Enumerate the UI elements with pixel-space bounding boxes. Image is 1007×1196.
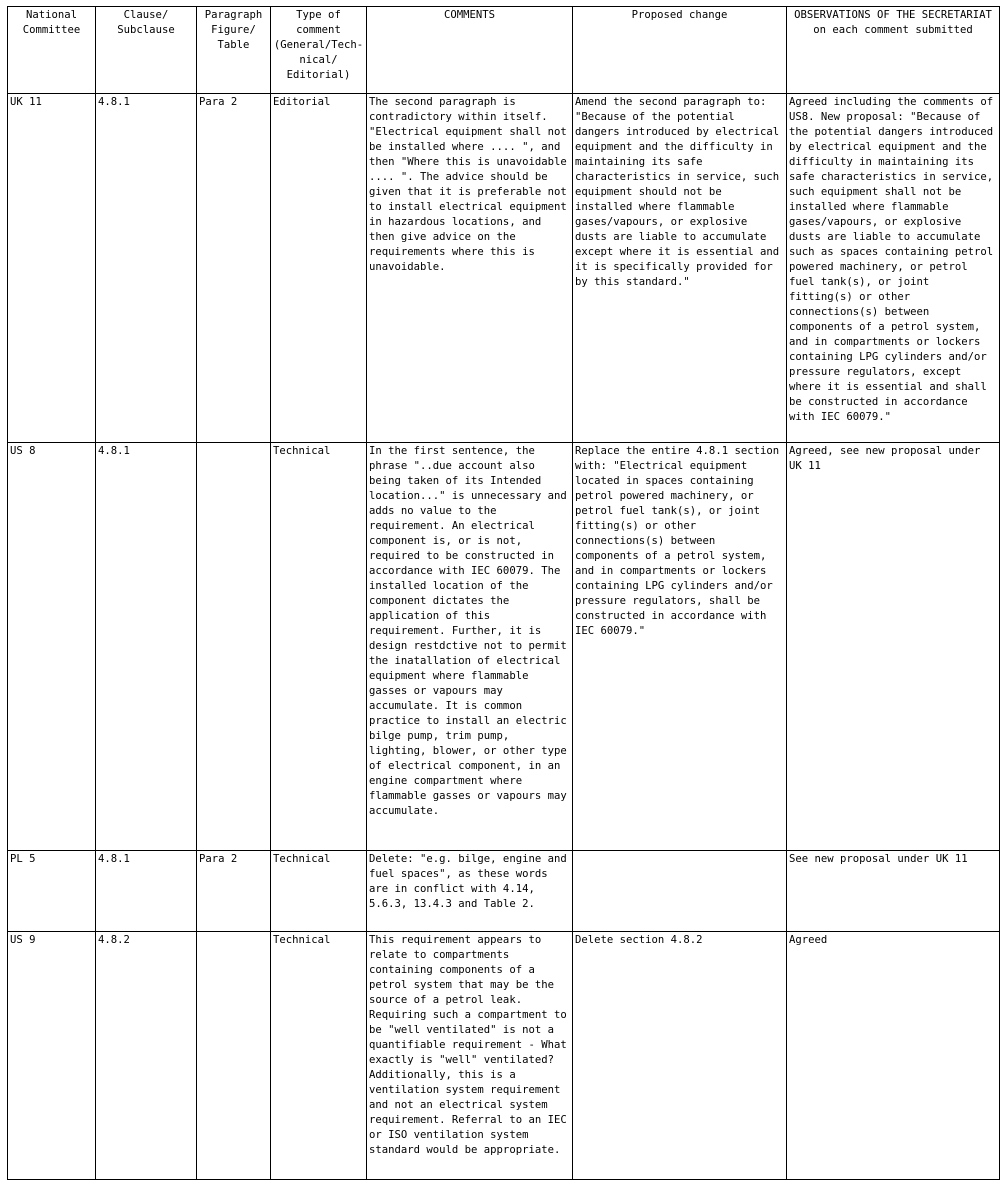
cell-national-committee: US 9 [8,932,96,1180]
cell-proposed-change [573,851,787,932]
header-paragraph: Paragraph Figure/ Table [197,7,271,94]
cell-proposed-change: Amend the second paragraph to: "Because of the potential dangers introduced by electrical equipment and the difficulty in maintaining its safe characteristics in service, such equipment should not be installed where flammable gases/vapours, or explosive dusts are liable to accumulate except where it is essential and it is specifically provided for by this standard." [573,94,787,443]
cell-observation: Agreed [787,932,1000,1180]
cell-clause: 4.8.1 [96,443,197,851]
cell-national-committee: PL 5 [8,851,96,932]
header-proposed-change: Proposed change [573,7,787,94]
cell-comment: Delete: "e.g. bilge, engine and fuel spaces", as these words are in conflict with 4.14, 5.6.3, 13.4.3 and Table 2. [367,851,573,932]
table-header-row [8,7,1000,94]
cell-type: Editorial [271,94,367,443]
cell-national-committee: US 8 [8,443,96,851]
header-comments: COMMENTS [367,7,573,94]
cell-type: Technical [271,932,367,1180]
cell-paragraph [197,932,271,1180]
cell-comment: This requirement appears to relate to compartments containing components of a petrol system that may be the source of a petrol leak. Requiring such a compartment to be "well ventilated" is not a quantifiable requirement - What exactly is "well" ventilated? Additionally, this is a ventilation system requirement and not an electrical system requirement. Referral to an IEC or ISO ventilation system standard would be appropriate. [367,932,573,1180]
comments-table [7,6,1000,1180]
table-row [8,443,1000,851]
cell-paragraph: Para 2 [197,851,271,932]
cell-observation: Agreed including the comments of US8. New proposal: "Because of the potential dangers introduced by electrical equipment and the difficulty in maintaining its safe characteristics in service, such equipment shall not be installed where flammable gases/vapours, or explosive dusts are liable to accumulate such as spaces containing petrol powered machinery, or petrol fuel tank(s), or joint fitting(s) or other connections(s) between components of a petrol system, and in compartments or lockers containing LPG cylinders and/or pressure regulators, except where it is essential and shall be constructed in accordance with IEC 60079." [787,94,1000,443]
cell-type: Technical [271,851,367,932]
cell-comment: In the first sentence, the phrase "..due account also being taken of its Intended location..." is unnecessary and adds no value to the requirement. An electrical component is, or is not, required to be constructed in accordance with IEC 60079. The installed location of the component dictates the application of this requirement. Further, it is design restdctive not to permit the inatallation of electrical equipment where flammable gasses or vapours may accumulate. It is common practice to install an electric bilge pump, trim pump, lighting, blower, or other type of electrical component, in an engine compartment where flammable gasses or vapours may accumulate. [367,443,573,851]
table-row [8,94,1000,443]
cell-type: Technical [271,443,367,851]
cell-comment: The second paragraph is contradictory within itself. "Electrical equipment shall not be installed where .... ", and then "Where this is unavoidable .... ". The advice should be given that it is preferable not to install electrical equipment in hazardous locations, and then give advice on the requirements where this is unavoidable. [367,94,573,443]
cell-clause: 4.8.1 [96,94,197,443]
cell-observation: See new proposal under UK 11 [787,851,1000,932]
cell-observation: Agreed, see new proposal under UK 11 [787,443,1000,851]
header-type-of-comment: Type of comment (General/Tech-nical/ Editorial) [271,7,367,94]
cell-paragraph: Para 2 [197,94,271,443]
cell-clause: 4.8.1 [96,851,197,932]
cell-proposed-change: Replace the entire 4.8.1 section with: "Electrical equipment located in spaces containing petrol powered machinery, or petrol fuel tank(s), or joint fitting(s) or other connections(s) between components of a petrol system, and in compartments or lockers containing LPG cylinders and/or pressure regulators, shall be constructed in accordance with IEC 60079." [573,443,787,851]
header-national-committee: National Committee [8,7,96,94]
table-row [8,932,1000,1180]
header-observations: OBSERVATIONS OF THE SECRETARIAT on each comment submitted [787,7,1000,94]
cell-proposed-change: Delete section 4.8.2 [573,932,787,1180]
table-row [8,851,1000,932]
cell-paragraph [197,443,271,851]
cell-clause: 4.8.2 [96,932,197,1180]
cell-national-committee: UK 11 [8,94,96,443]
header-clause: Clause/ Subclause [96,7,197,94]
